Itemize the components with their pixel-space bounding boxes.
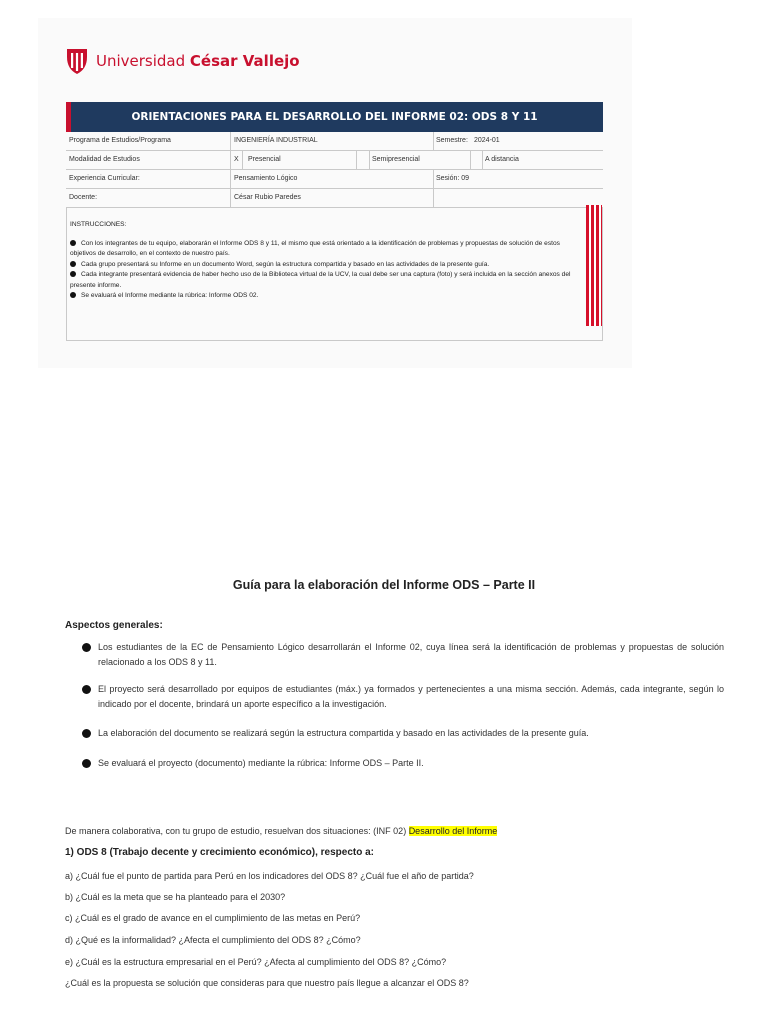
orientation-form — [66, 102, 603, 341]
question-a: a) ¿Cuál fue el punto de partida para Perú en los indicadores del ODS 8? ¿Cuál fue el año de partida? — [65, 871, 474, 881]
bullet-icon — [82, 759, 91, 768]
programa-label: Programa de Estudios/Programa — [69, 137, 171, 144]
list-item: Se evaluará el proyecto (documento) mediante la rúbrica: Informe ODS – Parte II. — [80, 756, 724, 771]
row-experiencia — [66, 170, 603, 189]
bullet-icon — [70, 292, 76, 298]
experiencia-value: Pensamiento Lógico — [234, 175, 298, 182]
question-b: b) ¿Cuál es la meta que se ha planteado para el 2030? — [65, 892, 286, 902]
semestre-label: Semestre: — [436, 137, 468, 144]
programa-value: INGENIERÍA INDUSTRIAL — [234, 137, 318, 144]
presencial-option: Presencial — [248, 156, 281, 163]
presencial-mark: X — [234, 156, 239, 163]
instruction-item: Cada integrante presentará evidencia de haber hecho uso de la Biblioteca virtual de la UCV, la cual debe ser una captura (foto) y será incluida en la sección anexos del presente informe. — [70, 271, 571, 289]
form-title-bar — [66, 102, 603, 132]
list-item: Los estudiantes de la EC de Pensamiento Lógico desarrollarán el Informe 02, cuya línea será la identificación de problemas y propuestas de solución relacionado a los ODS 8 y 11. — [80, 640, 724, 670]
decorative-red-stripes — [586, 205, 602, 326]
docente-value: César Rubio Paredes — [234, 194, 301, 201]
sesion-label: Sesión: 09 — [436, 175, 470, 182]
question-c: c) ¿Cuál es el grado de avance en el cumplimiento de las metas en Perú? — [65, 913, 361, 923]
instruction-item: Se evaluará el Informe mediante la rúbrica: Informe ODS 02. — [70, 291, 576, 302]
aspectos-heading: Aspectos generales: — [65, 620, 163, 631]
list-item: La elaboración del documento se realizará según la estructura compartida y basado en las actividades de la presente guía. — [80, 726, 724, 741]
aspectos-list — [80, 640, 724, 771]
distancia-option: A distancia — [485, 156, 519, 163]
logo-text: Universidad César Vallejo — [96, 52, 300, 70]
row-programa — [66, 132, 603, 151]
bullet-icon — [82, 685, 91, 694]
instruction-item: Con los integrantes de tu equipo, elaborarán el Informe ODS 8 y 11, el mismo que está orientado a la identificación de problemas y propuestas de solución de estos objetivos de desarrollo, en el contexto de nuestro país. — [70, 239, 560, 257]
instructions-heading: INSTRUCCIONES: — [70, 221, 127, 228]
bullet-icon — [70, 271, 76, 277]
title-red-strip — [66, 102, 71, 132]
question-f: ¿Cuál es la propuesta se solución que consideras para que nuestro país llegue a alcanzar el ODS 8? — [65, 978, 469, 988]
form-title: ORIENTACIONES PARA EL DESARROLLO DEL INFORME 02: ODS 8 Y 11 — [131, 111, 538, 123]
semipresencial-option: Semipresencial — [372, 156, 420, 163]
instructions-box — [66, 208, 603, 341]
row-docente — [66, 189, 603, 208]
question-e: e) ¿Cuál es la estructura empresarial en el Perú? ¿Afecta al cumplimiento del ODS 8? ¿Cómo? — [65, 957, 447, 967]
instruction-item: Cada grupo presentará su Informe en un documento Word, según la estructura compartida y basado en las actividades de la presente guía. — [70, 260, 576, 271]
guide-title: Guía para la elaboración del Informe ODS – Parte II — [232, 578, 536, 592]
university-logo — [66, 47, 300, 75]
bullet-icon — [70, 261, 76, 267]
intro-paragraph: De manera colaborativa, con tu grupo de estudio, resuelvan dos situaciones: (INF 02) Desarrollo del Informe — [65, 826, 498, 836]
bullet-icon — [82, 729, 91, 738]
semestre-value: 2024-01 — [474, 137, 500, 144]
ods8-heading: 1) ODS 8 (Trabajo decente y crecimiento económico), respecto a: — [65, 847, 374, 858]
row-modalidad — [66, 151, 603, 170]
list-item: El proyecto será desarrollado por equipos de estudiantes (máx.) ya formados y pertenecientes a una misma sección. Además, cada integrante, según lo indicado por el docente, brindará un aporte específico a la investigación. — [80, 682, 724, 712]
shield-logo-icon — [66, 47, 88, 75]
docente-label: Docente: — [69, 194, 98, 201]
highlighted-text: Desarrollo del Informe — [408, 826, 498, 836]
question-d: d) ¿Qué es la informalidad? ¿Afecta el cumplimiento del ODS 8? ¿Cómo? — [65, 935, 361, 945]
experiencia-label: Experiencia Curricular: — [69, 175, 140, 182]
modalidad-label: Modalidad de Estudios — [69, 156, 140, 163]
bullet-icon — [82, 643, 91, 652]
bullet-icon — [70, 240, 76, 246]
